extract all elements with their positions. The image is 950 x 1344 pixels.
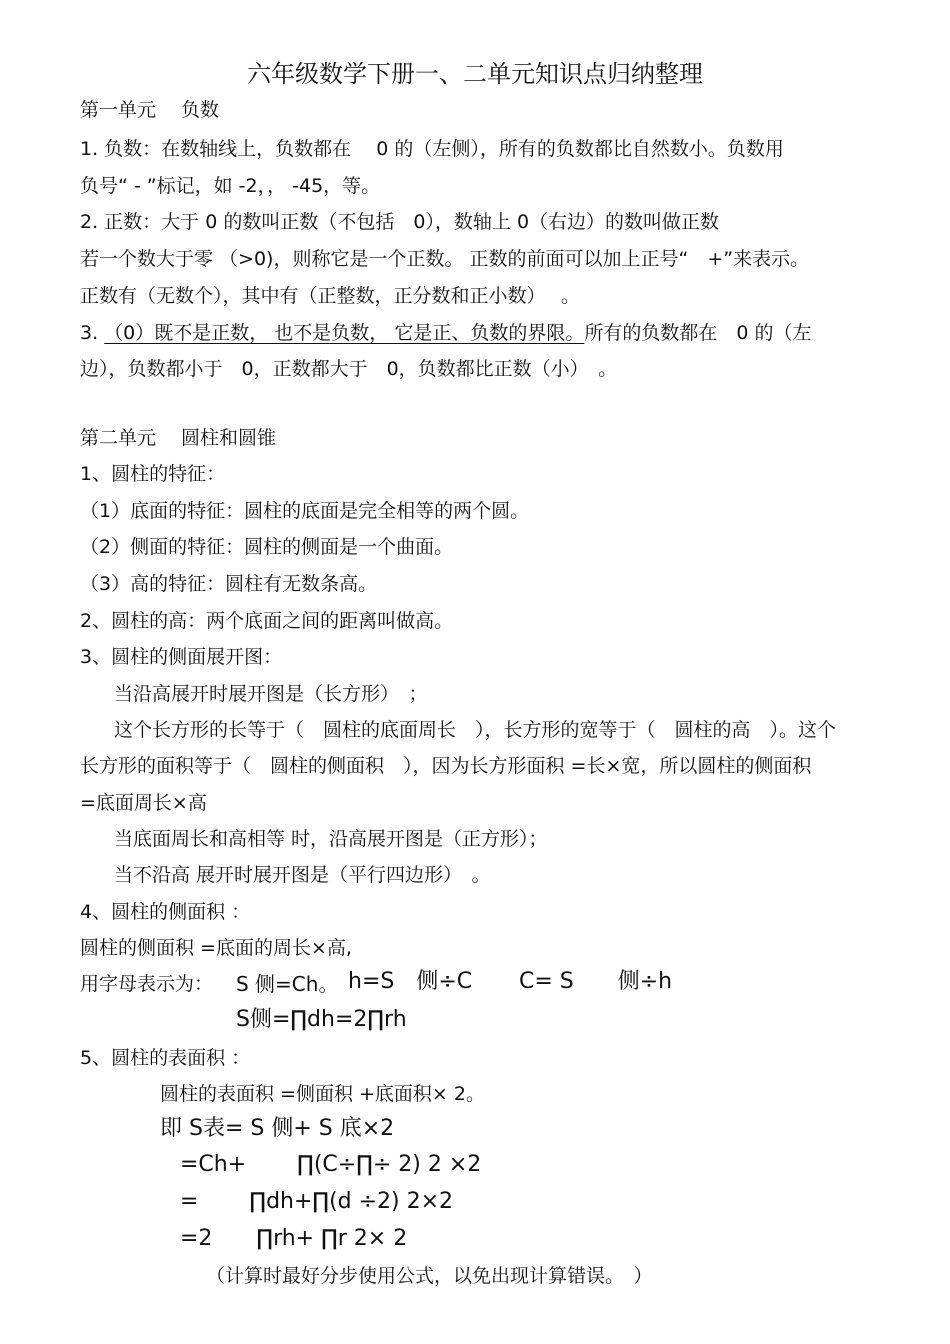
positive-number-types: 正数有（无数个），其中有（正整数，正分数和正小数） 。 (80, 285, 581, 307)
height-feature: （3）高的特征：圆柱有无数条高。 (80, 573, 378, 595)
surface-formula-1: 即 S表= S 侧+ S 底×2 (160, 1116, 395, 1141)
lateral-formula-2: h=S 侧÷C (348, 969, 473, 994)
surface-area-definition: 圆柱的表面积 =侧面积 +底面积× 2。 (160, 1083, 485, 1105)
zero-comparison: 边），负数都小于 0，正数都大于 0，负数都比正数（小） 。 (80, 358, 618, 380)
lateral-feature: （2）侧面的特征：圆柱的侧面是一个曲面。 (80, 536, 454, 558)
lateral-net-title: 3、圆柱的侧面展开图： (80, 646, 283, 668)
item-number: 3. (80, 322, 105, 344)
negative-number-definition: 1. 负数：在数轴线上，负数都在 0 的（左侧），所有的负数都比自然数小。负数用 (80, 138, 784, 160)
negative-number-notation: 负号“ - ”标记，如 -2，， -45，等。 (80, 175, 381, 197)
surface-formula-4: =2 ∏rh+ ∏r 2× 2 (180, 1226, 408, 1251)
zero-statement-rest: 所有的负数都在 0 的（左 (584, 322, 812, 344)
cylinder-height: 2、圆柱的高：两个底面之间的距离叫做高。 (80, 610, 454, 632)
net-parallelogram: 当不沿高 展开时展开图是（平行四边形） 。 (114, 864, 491, 886)
lateral-area-definition: 圆柱的侧面积 =底面的周长×高, (80, 937, 352, 959)
cylinder-features-title: 1、圆柱的特征： (80, 463, 226, 485)
net-rectangle: 当沿高展开时展开图是（长方形） ； (114, 683, 428, 705)
base-feature: （1）底面的特征：圆柱的底面是完全相等的两个圆。 (80, 500, 530, 522)
page-title: 六年级数学下册一、二单元知识点归纳整理 (247, 60, 703, 88)
lateral-formula-3: C= S 侧÷h (519, 969, 673, 994)
lateral-formula-pi: S侧=∏dh=2∏rh (236, 1007, 407, 1032)
underlined-zero-statement: （0）既不是正数， 也不是负数， 它是正、负数的界限。 (104, 322, 585, 344)
lateral-area-title: 4、圆柱的侧面积 ： (80, 901, 251, 923)
calculation-note: （计算时最好分步使用公式，以免出现计算错误。 ） (206, 1265, 653, 1287)
unit1-heading: 第一单元 负数 (80, 99, 220, 121)
positive-number-sign: 若一个数大于零 （>0)，则称它是一个正数。 正数的前面可以加上正号“ +”来表示。 (80, 248, 810, 270)
lateral-formula-1: S 侧=Ch。 (236, 972, 339, 996)
surface-formula-2: =Ch+ ∏(C÷∏÷ 2) 2 ×2 (180, 1152, 482, 1177)
surface-area-title: 5、圆柱的表面积 ： (80, 1047, 251, 1069)
net-area: 长方形的面积等于（ 圆柱的侧面积 ），因为长方形面积 =长×宽，所以圆柱的侧面积 (80, 755, 812, 777)
surface-formula-3: = ∏dh+∏(d ÷2) 2×2 (180, 1189, 454, 1214)
lateral-area-letters-label: 用字母表示为： (80, 973, 214, 995)
net-square: 当底面周长和高相等 时，沿高展开图是（正方形）； (114, 828, 548, 850)
net-area-formula: =底面周长×高 (80, 792, 207, 814)
zero-boundary-line (80, 320, 870, 346)
net-dimensions: 这个长方形的长等于（ 圆柱的底面周长 ），长方形的宽等于（ 圆柱的高 ）。这个 (114, 719, 837, 741)
unit2-heading: 第二单元 圆柱和圆锥 (80, 427, 277, 449)
positive-number-definition: 2. 正数：大于 0 的数叫正数（不包括 0），数轴上 0（右边）的数叫做正数 (80, 211, 720, 233)
